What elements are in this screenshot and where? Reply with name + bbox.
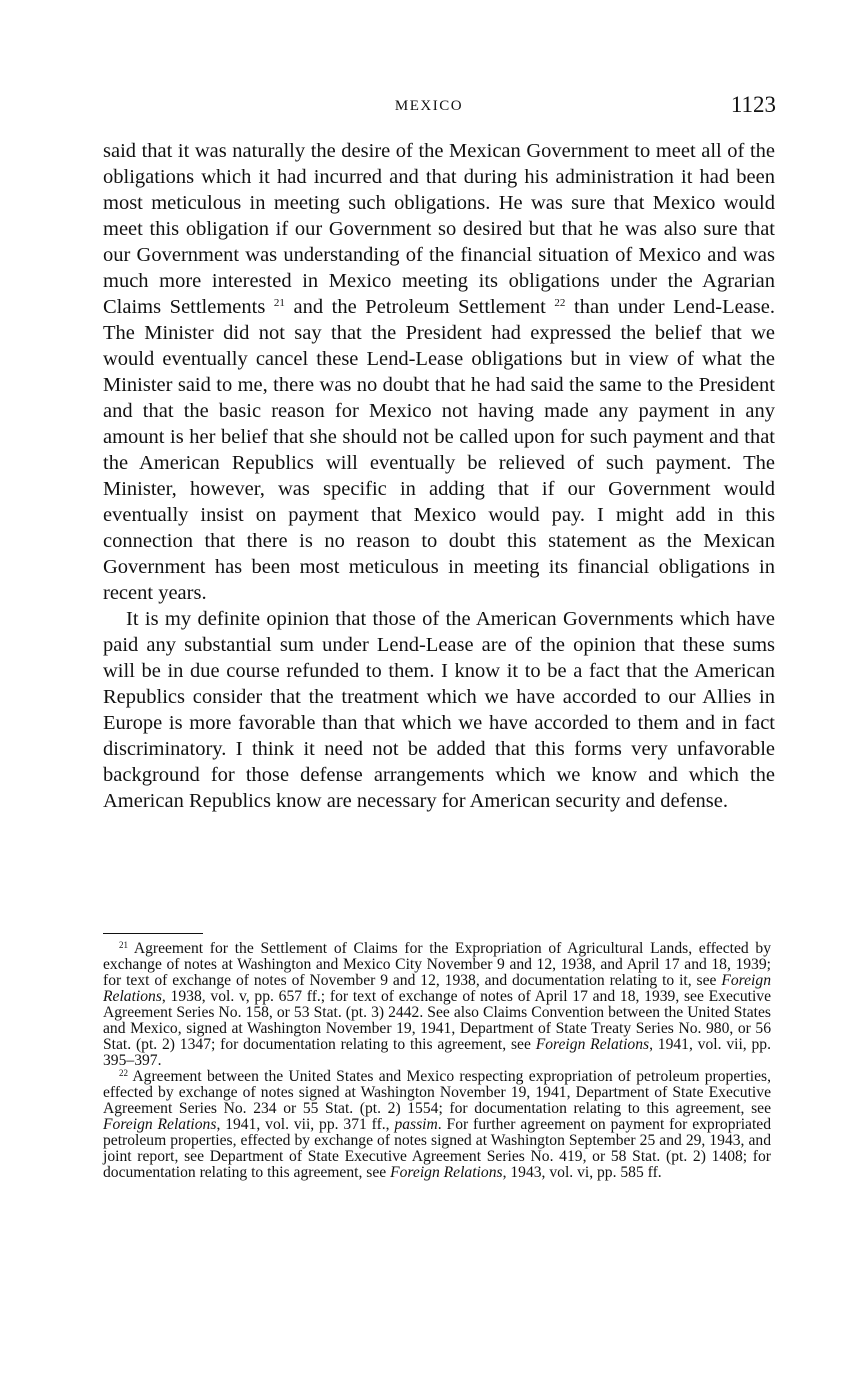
footnote-21: [103, 941, 771, 1069]
footnote-italic: Foreign Relations: [390, 1164, 503, 1181]
main-text: [103, 138, 775, 814]
footnote-text: Agreement for the Settlement of Claims for the Expropriation of Agricultural Lands, effected by exchange of notes at Washington and Mexico City November 9 and 12, 1938, and April 17 and 18, 1939; for text of exchange of notes of November 9 and 12, 1938, and documentation relating to it, see: [103, 940, 771, 989]
footnote-text: . For further agreement on payment for expropriated petroleum properties, effected by exchange of notes signed at Washington September 25 and 29, 1943, and joint report, see Department of State Executive Agreement Series No. 419, or 58 Stat. (pt. 2) 1408; for documentation relating to this agreement, see: [103, 1116, 771, 1181]
footnote-ref: 22: [554, 297, 566, 309]
paragraph: It is my definite opinion that those of the American Governments which have paid any substantial sum under Lend-Lease are of the opinion that these sums will be in due course refunded to them. I know it to be a fact that the American Republics consider that the treatment which we have accorded to our Allies in Europe is more favorable than that which we have accorded to them and in fact discriminatory. I think it need not be added that this forms very unfavorable background for those defense arrangements which we know and which the American Republics know are necessary for American security and defense.: [103, 608, 775, 812]
paragraph: [103, 138, 775, 606]
footnote-italic: Foreign Relations: [103, 972, 771, 1005]
footnote-text: , 1941, vol. vii, pp. 395–397.: [103, 1036, 771, 1069]
footnotes: [103, 941, 771, 1181]
footnote-divider: [103, 933, 203, 934]
footnote-ref: 21: [273, 297, 285, 309]
footnote-marker: 21: [119, 940, 128, 950]
footnote-text: , 1941, vol. vii, pp. 371 ff.,: [216, 1116, 395, 1133]
footnote-marker: 22: [119, 1068, 128, 1078]
footnote-text: Agreement between the United States and Mexico respecting expropriation of petroleum properties, effected by exchange of notes signed at Washington November 19, 1941, Department of State Executive Agreement Series No. 234 or 55 Stat. (pt. 2) 1554; for documentation relating to this agreement, see: [103, 1068, 771, 1117]
paragraph-text: said that it was naturally the desire of the Mexican Government to meet all of the obligations which it had incurred and that during his administration it had been most meticulous in meeting such obligations. He was sure that Mexico would meet this obligation if our Government so desired but that he was also sure that our Government was understanding of the financial situation of Mexico and was much more interested in Mexico meeting its obligations under the Agrarian Claims Settlements: [103, 140, 775, 318]
paragraph-text: than under Lend-Lease. The Minister did not say that the President had expressed the belief that we would eventually cancel these Lend-Lease obligations but in view of what the Minister said to me, there was no doubt that he had said the same to the President and that the basic reason for Mexico not having made any payment in any amount is her belief that she should not be called upon for such payment and that the American Republics will eventually be relieved of such payment. The Minister, however, was specific in adding that if our Government would eventually insist on payment that Mexico would pay. I might add in this connection that there is no reason to doubt this statement as the Mexican Government has been most meticulous in meeting its financial obligations in recent years.: [103, 296, 776, 604]
footnote-text: , 1943, vol. vi, pp. 585 ff.: [502, 1164, 662, 1181]
page-number: 1123: [730, 92, 776, 117]
footnote-22: [103, 1069, 771, 1181]
footnote-italic: Foreign Relations: [535, 1036, 650, 1053]
paragraph-text: and the Petroleum Settlement: [284, 296, 546, 318]
footnote-italic: passim: [394, 1116, 438, 1133]
footnote-text: , 1938, vol. v, pp. 657 ff.; for text of exchange of notes of April 17 and 18, 1939, see Executive Agreement Series No. 158, or 53 Stat. (pt. 3) 2442. See also Claims Convention between the United States and Mexico, signed at Washington November 19, 1941, Department of State Treaty Series No. 980, or 56 Stat. (pt. 2) 1347; for documentation relating to this agreement, see: [103, 988, 771, 1053]
running-header: MEXICO: [394, 98, 464, 114]
footnote-italic: Foreign Relations: [103, 1116, 217, 1133]
